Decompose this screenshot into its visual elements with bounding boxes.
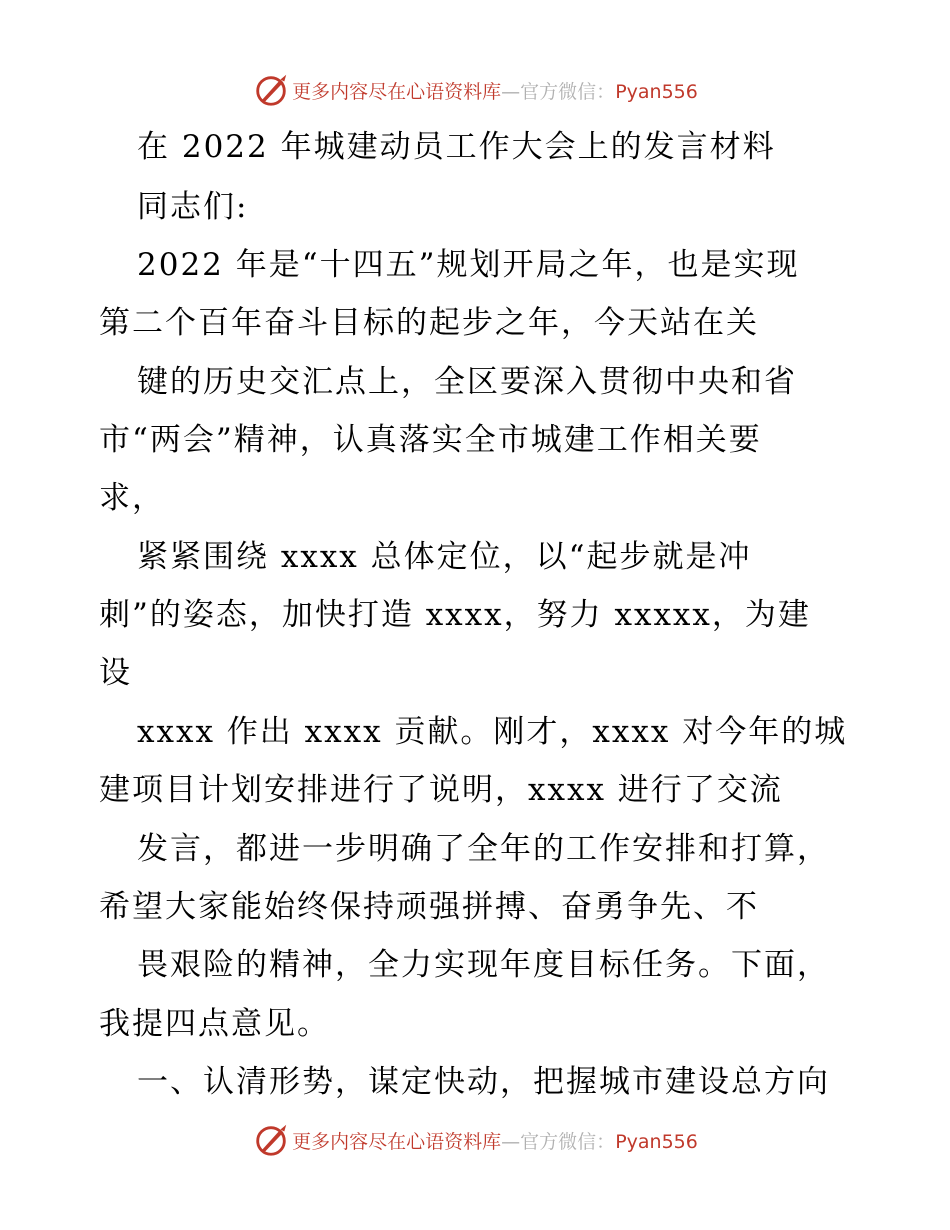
header-watermark bbox=[0, 68, 950, 112]
paragraph-line: 市“两会”精神，认真落实全市城建工作相关要 bbox=[99, 422, 762, 458]
quill-logo-icon bbox=[252, 1121, 290, 1159]
paragraph-line: xxxx 作出 xxxx 贡献。刚才，xxxx 对今年的城 bbox=[137, 714, 848, 750]
paragraph-line: 键的历史交汇点上，全区要深入贯彻中央和省 bbox=[137, 364, 797, 400]
paragraph-line: 刺”的姿态，加快打造 xxxx，努力 xxxxx，为建 bbox=[99, 597, 811, 633]
paragraph-line: 我提四点意见。 bbox=[99, 1006, 330, 1042]
paragraph-line: 第二个百年奋斗目标的起步之年，今天站在关 bbox=[99, 305, 759, 341]
section-heading: 一、认清形势，谋定快动，把握城市建设总方向 bbox=[137, 1064, 830, 1100]
paragraph-line: 2022 年是“十四五”规划开局之年，也是实现 bbox=[137, 247, 800, 283]
salutation: 同志们: bbox=[137, 189, 249, 225]
quill-logo-icon bbox=[252, 71, 290, 109]
footer-watermark bbox=[0, 1118, 950, 1162]
watermark-text: 更多内容尽在心语资料库—官方微信：Pyan556 bbox=[292, 1130, 698, 1153]
paragraph-line: 求， bbox=[99, 480, 165, 516]
paragraph-line: 设 bbox=[99, 655, 132, 691]
paragraph-line: 建项目计划安排进行了说明，xxxx 进行了交流 bbox=[99, 772, 783, 808]
paragraph-line: 紧紧围绕 xxxx 总体定位，以“起步就是冲 bbox=[137, 539, 752, 575]
paragraph-line: 发言，都进一步明确了全年的工作安排和打算， bbox=[137, 831, 830, 867]
paragraph-line: 希望大家能始终保持顽强拼搏、奋勇争先、不 bbox=[99, 889, 759, 925]
paragraph-line: 畏艰险的精神，全力实现年度目标任务。下面， bbox=[137, 947, 830, 983]
watermark-text: 更多内容尽在心语资料库—官方微信：Pyan556 bbox=[292, 80, 698, 103]
document-title: 在 2022 年城建动员工作大会上的发言材料 bbox=[137, 129, 776, 165]
